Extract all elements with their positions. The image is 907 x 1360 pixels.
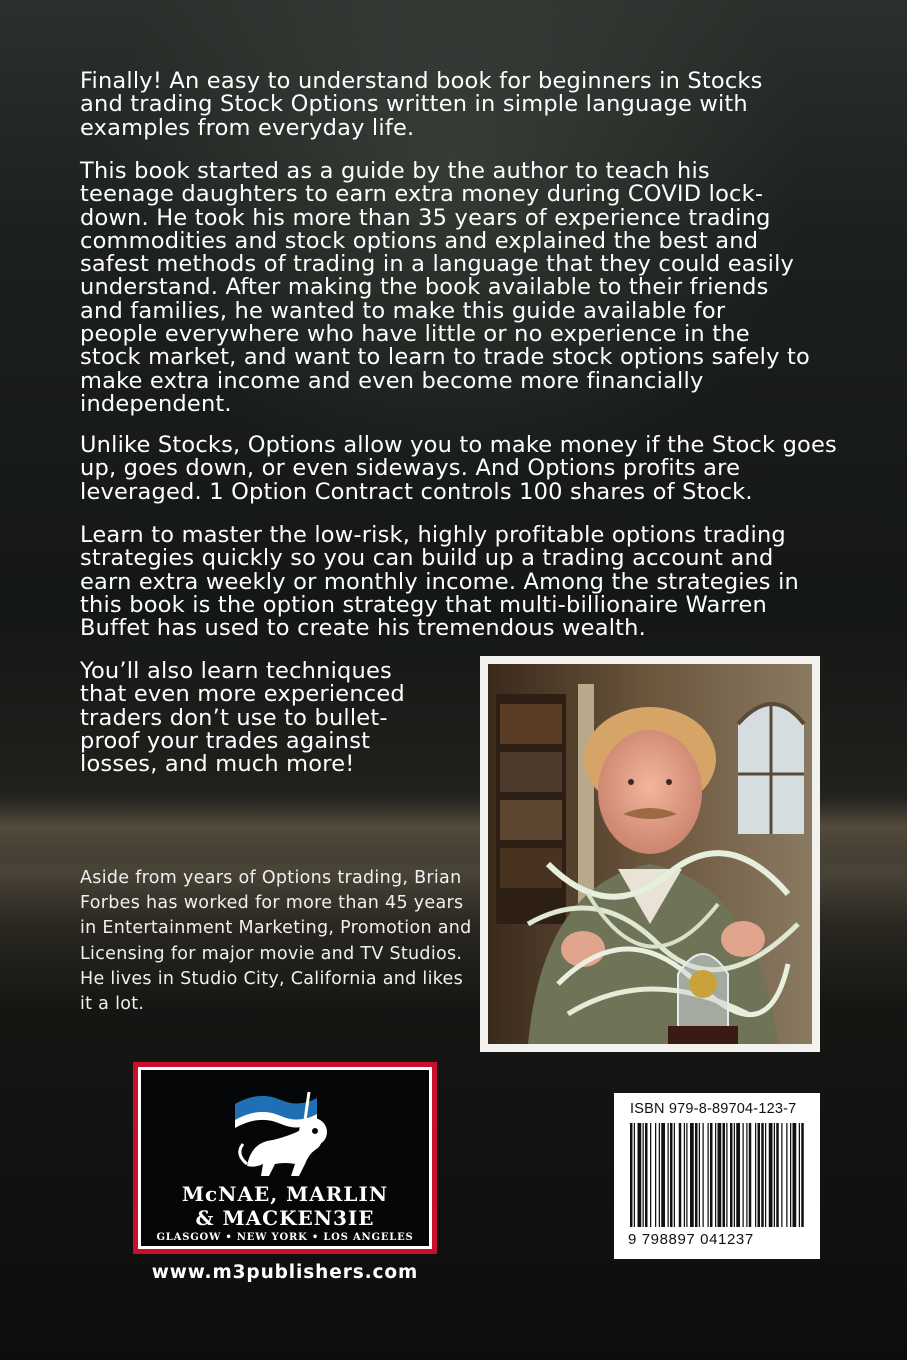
barcode-bar <box>743 1123 744 1227</box>
barcode-bar <box>781 1123 782 1227</box>
barcode-bar <box>679 1123 682 1227</box>
barcode-bar <box>761 1123 764 1227</box>
blurb-paragraph-options: Unlike Stocks, Options allow you to make money if the Stock goes up, goes down, or even sideways. And Options profits are leveraged. 1 Option Contract controls 100 shares of Stock. <box>80 432 837 505</box>
barcode-bar <box>659 1123 660 1227</box>
blurb-paragraph-strategies: Learn to master the low-risk, highly profitable options trading strategies quickly so you can build up a trading account and earn extra weekly or monthly income. Among the strategies in this book is the option strategy that multi-billionaire Warren Buffet has used to create his tremendous wealth. <box>80 522 799 642</box>
barcode-bar <box>690 1123 694 1227</box>
publisher-logo <box>133 1062 437 1254</box>
barcode-bar <box>755 1123 756 1227</box>
barcode-bar <box>650 1123 651 1227</box>
publisher-name-line2: & MACKEN3IE <box>195 1206 375 1230</box>
barcode-bar <box>758 1123 761 1227</box>
barcode-bar <box>734 1123 735 1227</box>
barcode-bar <box>749 1123 752 1227</box>
barcode-bar <box>799 1123 800 1227</box>
barcode-bars <box>628 1123 808 1231</box>
barcode-bar <box>726 1123 727 1227</box>
barcode-bar <box>655 1123 656 1227</box>
barcode-bar <box>703 1123 704 1227</box>
blurb-paragraph-intro: Finally! An easy to understand book for beginners in Stocks and trading Stock Options written in simple language with examples from everyday life. <box>80 68 763 141</box>
barcode-bar <box>736 1123 740 1227</box>
barcode-bar <box>765 1123 766 1227</box>
barcode-bar <box>790 1123 791 1227</box>
isbn-barcode <box>614 1093 820 1259</box>
isbn-label: ISBN 979-8-89704-123-7 <box>630 1101 797 1117</box>
barcode-bar <box>645 1123 648 1227</box>
barcode-bar <box>774 1123 775 1227</box>
publisher-logo-panel <box>141 1070 429 1246</box>
barcode-bar <box>715 1123 716 1227</box>
barcode-bar <box>710 1123 713 1227</box>
barcode-bar <box>684 1123 685 1227</box>
lion-with-flag-emblem-icon <box>229 1084 341 1182</box>
barcode-bar <box>718 1123 722 1227</box>
barcode-bar <box>708 1123 709 1227</box>
barcode-bar <box>793 1123 797 1227</box>
publisher-website[interactable]: www.m3publishers.com <box>151 1262 419 1283</box>
barcode-bar <box>661 1123 665 1227</box>
author-bio: Aside from years of Options trading, Brian Forbes has worked for more than 45 years in Entertainment Marketing, Promotion and Licensing for major movie and TV Studios. He lives in Studio City, California and likes it a lot. <box>80 868 472 1015</box>
barcode-bar <box>776 1123 779 1227</box>
barcode-bar <box>668 1123 669 1227</box>
barcode-bar <box>670 1123 673 1227</box>
barcode-bar <box>786 1123 787 1227</box>
barcode-bar <box>643 1123 644 1227</box>
publisher-logo-white-border <box>138 1067 432 1249</box>
barcode-bar <box>730 1123 733 1227</box>
author-photo <box>488 664 812 1044</box>
publisher-cities: GLASGOW • NEW YORK • LOS ANGELES <box>156 1232 414 1243</box>
publisher-name-line1: McNAE, MARLIN <box>181 1182 389 1206</box>
barcode-bar <box>801 1123 804 1227</box>
blurb-paragraph-techniques: You’ll also learn techniques that even more experienced traders don’t use to bullet-proof your trades against losses, and much more! <box>80 658 405 778</box>
author-photo-frame <box>480 656 820 1052</box>
barcode-bar <box>699 1123 700 1227</box>
barcode-bar <box>674 1123 675 1227</box>
barcode-bar <box>746 1123 747 1227</box>
barcode-bar <box>723 1123 726 1227</box>
barcode-bar <box>638 1123 642 1227</box>
barcode-bar <box>769 1123 773 1227</box>
barcode-bar <box>695 1123 698 1227</box>
barcode-bar <box>686 1123 687 1227</box>
barcode-digits: 9 798897 041237 <box>628 1231 754 1248</box>
barcode-bar <box>634 1123 635 1227</box>
barcode-bar <box>630 1123 633 1227</box>
blurb-paragraph-origin: This book started as a guide by the author to teach his teenage daughters to earn extra money during COVID lock-down. He took his more than 35 years of experience trading commodities and stock options and explained the best and safest methods of trading in a language that they could easily understand. After making the book available to their friends and families, he wanted to make this guide available for people everywhere who have little or no experience in the stock market, and want to learn to trade stock options safely to make extra income and even become more financially independent. <box>80 158 810 417</box>
